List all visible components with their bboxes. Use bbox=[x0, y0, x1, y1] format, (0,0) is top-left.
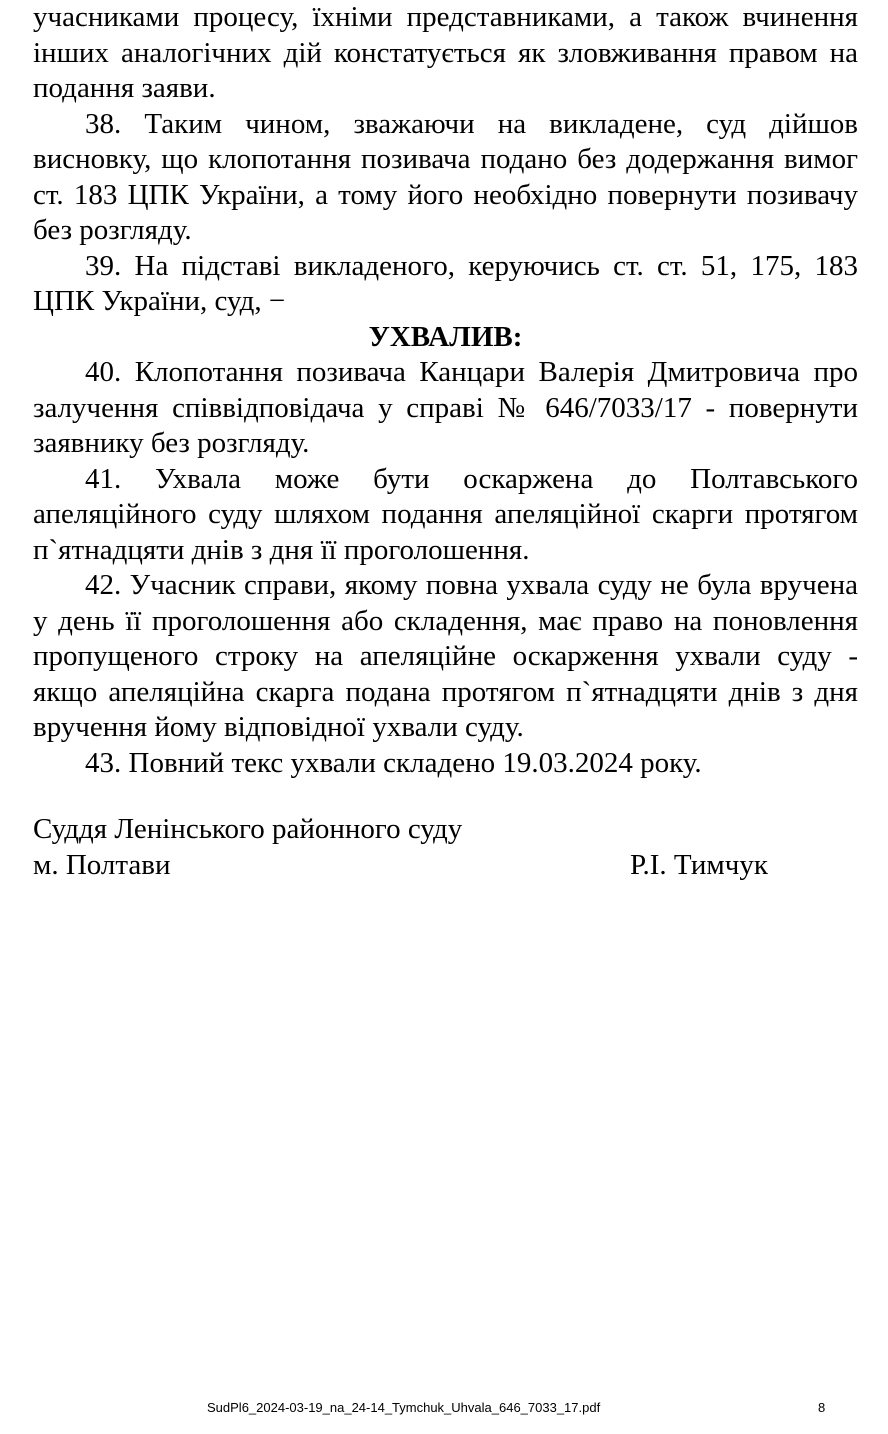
paragraph-intro-continuation: учасниками процесу, їхніми представниками, а також вчинення інших аналогічних дій констатується як зловживання правом на подання заяви. bbox=[33, 1, 858, 104]
signature-title-row-2 bbox=[33, 848, 833, 884]
paragraph-40: 40. Клопотання позивача Канцари Валерія Дмитровича про залучення співвідповідача у справі № 646/7033/17 - повернути заявнику без розгляду. bbox=[33, 356, 858, 459]
paragraph-38: 38. Таким чином, зважаючи на викладене, суд дійшов висновку, що клопотання позивача подано без додержання вимог ст. 183 ЦПК України, а тому його необхідно повернути позивачу без розгляду. bbox=[33, 107, 858, 246]
paragraph-39: 39. На підставі викладеного, керуючись ст. ст. 51, 175, 183 ЦПК України, суд, − bbox=[33, 249, 858, 317]
paragraph-43: 43. Повний текс ухвали складено 19.03.2024 року. bbox=[85, 746, 702, 779]
document-body bbox=[33, 0, 858, 781]
paragraph-42: 42. Учасник справи, якому повна ухвала суду не була вручена у день її проголошення або складення, має право на поновлення пропущеного строку на апеляційне оскарження ухвали суду - якщо апеляційна скарга подана протягом п`ятнадцяти днів з дня вручення йому відповідної ухвали суду. bbox=[33, 569, 858, 743]
page-number: 8 bbox=[818, 1400, 826, 1415]
signature-block bbox=[33, 812, 833, 883]
judge-name: Р.І. Тимчук bbox=[630, 848, 768, 881]
paragraph-41: 41. Ухвала може бути оскаржена до Полтавського апеляційного суду шляхом подання апеляційної скарги протягом п`ятнадцяти днів з дня її проголошення. bbox=[33, 462, 858, 566]
judge-title: Суддя Ленінського районного суду bbox=[33, 813, 463, 845]
footer-filename: SudPl6_2024-03-19_na_24-14_Tymchuk_Uhvala_646_7033_17.pdf bbox=[207, 1400, 601, 1415]
court-city: м. Полтави bbox=[33, 848, 171, 881]
signature-title-row-1 bbox=[33, 812, 833, 848]
decision-heading: УХВАЛИВ: bbox=[368, 320, 523, 353]
